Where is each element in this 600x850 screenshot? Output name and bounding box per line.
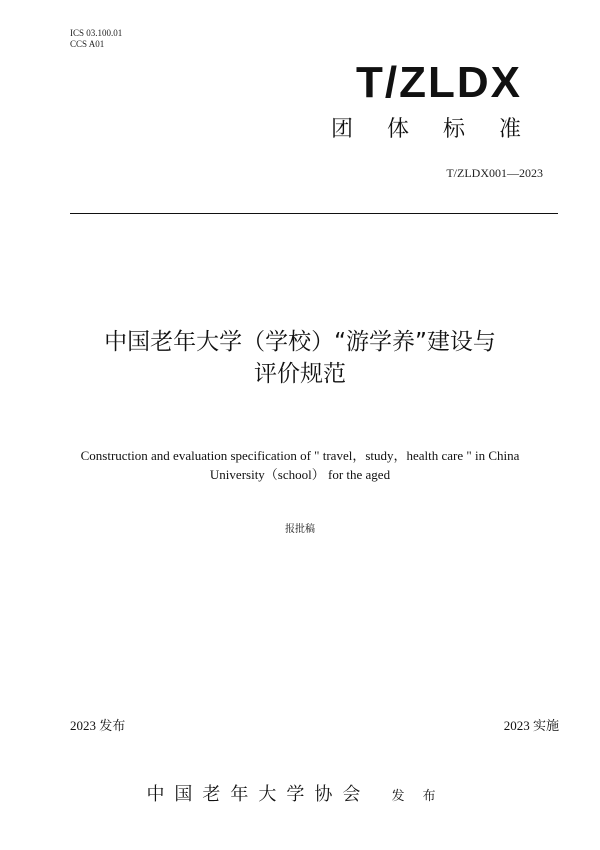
title-english-line-2: University（school） for the aged [209,467,391,482]
ccs-code: CCS A01 [70,39,105,49]
standard-code-logo: T/ZLDX [356,58,522,107]
title-chinese-line-2: 评价规范 [254,361,346,387]
implementation-date: 2023 实施 [503,718,559,733]
publish-label: 发布 [391,789,454,804]
title-english-line-1: Construction and evaluation specification of " travel，study，health care " in China [80,448,520,463]
header-divider [70,213,558,214]
draft-status: 报批稿 [285,524,315,535]
document-title-chinese [40,326,560,390]
publisher-footer [0,780,600,806]
title-chinese-line-1: 中国老年大学（学校）“游学养”建设与 [104,329,496,355]
ics-code: ICS 03.100.01 [70,28,123,38]
classification-codes [70,28,122,50]
issue-date: 2023 发布 [70,718,126,733]
document-title-english [40,446,560,484]
standard-number: T/ZLDX001—2023 [446,166,543,180]
publisher-name: 中国老年大学协会 [146,784,371,805]
standard-type: 团体标准 [330,117,555,142]
